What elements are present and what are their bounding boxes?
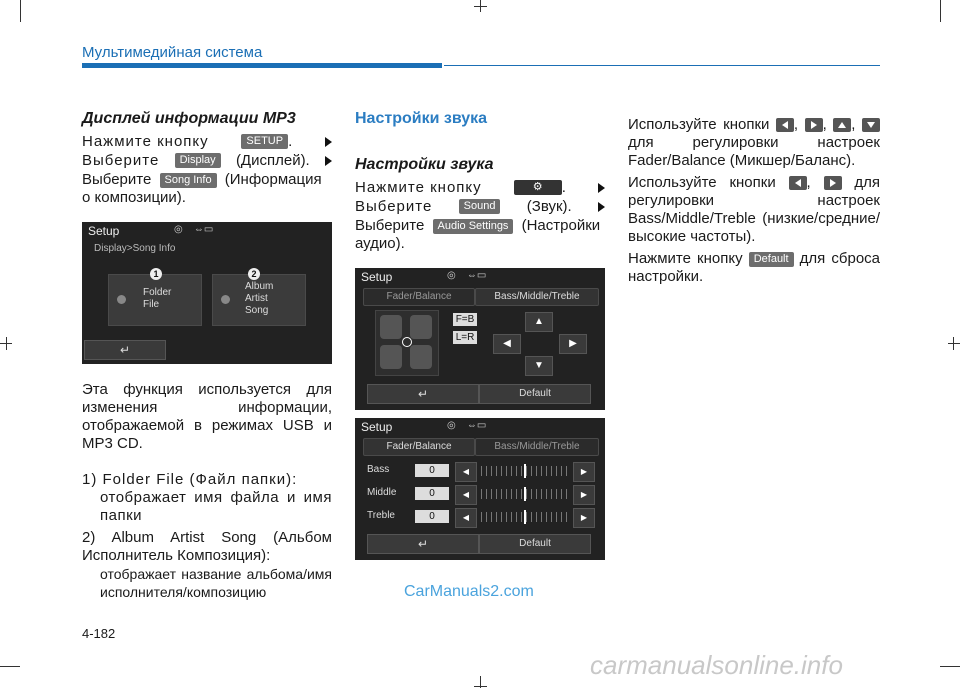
mp3-info-heading: Дисплей информации MP3 — [82, 110, 296, 127]
crop-mark — [940, 666, 960, 667]
seat-diagram — [375, 310, 439, 376]
slider-center — [524, 464, 526, 478]
eq-label: Middle — [367, 487, 397, 498]
album-artist-song-option[interactable] — [212, 274, 306, 326]
crop-mark — [948, 343, 960, 344]
sound-settings-subheading: Настройки звука — [355, 156, 494, 173]
left-body — [82, 381, 332, 601]
arrow-right-icon — [325, 137, 332, 147]
crop-mark — [20, 0, 21, 22]
para-text: для регулировки настроек Fader/Balance (Микшер/Баланс). — [628, 134, 880, 169]
step-text: Нажмите кнопку — [355, 178, 482, 196]
step-text: Выберите — [355, 197, 433, 215]
para-text: Используйте кнопки — [628, 116, 770, 133]
screen-title: Setup — [88, 224, 120, 238]
step-row — [355, 217, 605, 253]
step-row — [355, 197, 605, 216]
para-text: Используйте кнопки — [628, 174, 776, 191]
tab-fader-balance[interactable]: Fader/Balance — [363, 288, 475, 306]
slider-center — [524, 510, 526, 524]
breadcrumb: Display>Song Info — [94, 243, 176, 254]
status-icons: ◎ ⇔▭ — [447, 270, 487, 281]
step-row — [355, 178, 605, 197]
tab-bass-middle-treble[interactable]: Bass/Middle/Treble — [475, 438, 599, 456]
fader-balance-paragraph: Используйте кнопки , , , для регулировки настроек Fader/Balance (Микшер/Баланс). — [628, 116, 880, 169]
page-number: 4-182 — [82, 626, 116, 641]
step-suffix: (Информация о композиции). — [82, 171, 322, 206]
default-paragraph — [628, 250, 880, 286]
tab-bass-middle-treble[interactable]: Bass/Middle/Treble — [475, 288, 599, 306]
right-arrow-icon — [805, 118, 823, 132]
fader-balance-screen — [355, 268, 605, 410]
bass-middle-treble-paragraph: Используйте кнопки , для регулировки настроек Bass/Middle/Treble (низкие/средние/высокие частоты). — [628, 174, 880, 245]
decrease-button[interactable]: ◀ — [455, 462, 477, 482]
gear-icon: ⚙ — [514, 180, 562, 195]
item-2-body: отображает название альбома/имя исполнителя/композицию — [100, 566, 332, 600]
step-suffix: (Дисплей). — [235, 151, 310, 169]
bass-middle-treble-screen — [355, 418, 605, 560]
decrease-button[interactable]: ◀ — [455, 485, 477, 505]
increase-button[interactable]: ▶ — [573, 508, 595, 528]
default-badge: Default — [749, 252, 794, 267]
eq-row-bass — [355, 462, 605, 480]
screen-title: Setup — [361, 270, 393, 284]
seat-icon — [380, 345, 402, 369]
crop-mark — [6, 337, 7, 350]
seat-icon — [410, 315, 432, 339]
watermark: CarManuals2.com — [404, 583, 534, 600]
section-title: Мультимедийная система — [82, 44, 263, 61]
crop-mark — [953, 337, 954, 350]
slider-center — [524, 487, 526, 501]
left-arrow-button[interactable]: ◀ — [493, 334, 521, 354]
para-text: для регулировки настроек Bass/Middle/Treble (низкие/средние/высокие частоты). — [628, 174, 880, 245]
item-1-body: отображает имя файла и имя папки — [100, 489, 332, 524]
crop-mark — [474, 686, 487, 687]
eq-label: Bass — [367, 464, 390, 475]
setup-badge: SETUP — [241, 134, 288, 149]
eq-value: 0 — [415, 487, 449, 500]
right-column — [628, 116, 880, 286]
display-badge: Display — [175, 153, 221, 168]
left-arrow-icon — [789, 176, 807, 190]
item-2-head: 2) Album Artist Song (Альбом Исполнитель Композиция): — [82, 529, 332, 564]
right-arrow-button[interactable]: ▶ — [559, 334, 587, 354]
eq-row-middle — [355, 485, 605, 503]
screen-title: Setup — [361, 420, 393, 434]
seat-icon — [410, 345, 432, 369]
header-rule-thin — [444, 65, 880, 66]
step-suffix: (Настройки аудио). — [355, 217, 601, 252]
eq-row-treble — [355, 508, 605, 526]
callout-2: 2 — [248, 268, 260, 280]
tab-fader-balance[interactable]: Fader/Balance — [363, 438, 475, 456]
header-rule — [82, 63, 442, 68]
step-text: Выберите — [82, 151, 160, 169]
para-text: Нажмите кнопку — [628, 250, 743, 267]
crop-mark — [474, 6, 487, 7]
step-text: Нажмите кнопку — [82, 132, 209, 150]
increase-button[interactable]: ▶ — [573, 485, 595, 505]
eq-label: Treble — [367, 510, 395, 521]
arrow-right-icon — [325, 156, 332, 166]
folder-file-option[interactable] — [108, 274, 202, 326]
eq-value: 0 — [415, 464, 449, 477]
song-info-screen — [82, 222, 332, 364]
status-icons: ◎ ⇔▭ — [174, 224, 214, 235]
step-text: Выберите — [355, 217, 425, 234]
left-column — [82, 110, 332, 207]
radio-dot — [221, 295, 230, 304]
fader-value: F=B — [453, 313, 477, 326]
arrow-right-icon — [598, 183, 605, 193]
audio-settings-badge: Audio Settings — [433, 219, 514, 234]
step-row — [82, 151, 332, 170]
step-row — [82, 171, 332, 207]
para-text: для сброса настройки. — [628, 250, 881, 285]
step-suffix: . — [561, 178, 566, 196]
right-arrow-icon — [824, 176, 842, 190]
step-suffix: (Звук). — [526, 197, 572, 215]
step-suffix: . — [288, 132, 293, 150]
step-row — [82, 132, 332, 151]
seat-icon — [380, 315, 402, 339]
back-button[interactable]: ↵ — [84, 340, 166, 360]
option-label: Album Artist Song — [245, 281, 274, 316]
default-button[interactable]: Default — [479, 384, 591, 404]
up-arrow-icon — [833, 118, 851, 132]
song-info-badge: Song Info — [160, 173, 217, 188]
crop-mark — [940, 0, 941, 22]
back-button[interactable]: ↵ — [367, 534, 479, 554]
crop-mark — [0, 666, 20, 667]
callout-1: 1 — [150, 268, 162, 280]
crosshair-icon — [402, 337, 412, 347]
radio-dot — [117, 295, 126, 304]
middle-column — [355, 110, 605, 253]
balance-value: L=R — [453, 331, 477, 344]
eq-value: 0 — [415, 510, 449, 523]
up-arrow-button[interactable]: ▲ — [525, 312, 553, 332]
decrease-button[interactable]: ◀ — [455, 508, 477, 528]
left-arrow-icon — [776, 118, 794, 132]
item-1-head: 1) Folder File (Файл папки): — [82, 471, 298, 488]
step-text: Выберите — [82, 171, 152, 188]
sound-badge: Sound — [459, 199, 501, 214]
down-arrow-button[interactable]: ▼ — [525, 356, 553, 376]
mp3-description: Эта функция используется для изменения информации, отображаемой в режимах USB и MP3 CD. — [82, 381, 332, 452]
arrow-right-icon — [598, 202, 605, 212]
back-button[interactable]: ↵ — [367, 384, 479, 404]
status-icons: ◎ ⇔▭ — [447, 420, 487, 431]
sound-settings-heading: Настройки звука — [355, 110, 488, 127]
down-arrow-icon — [862, 118, 880, 132]
increase-button[interactable]: ▶ — [573, 462, 595, 482]
default-button[interactable]: Default — [479, 534, 591, 554]
option-label: Folder File — [143, 287, 172, 310]
site-watermark: carmanualsonline.info — [590, 650, 843, 680]
